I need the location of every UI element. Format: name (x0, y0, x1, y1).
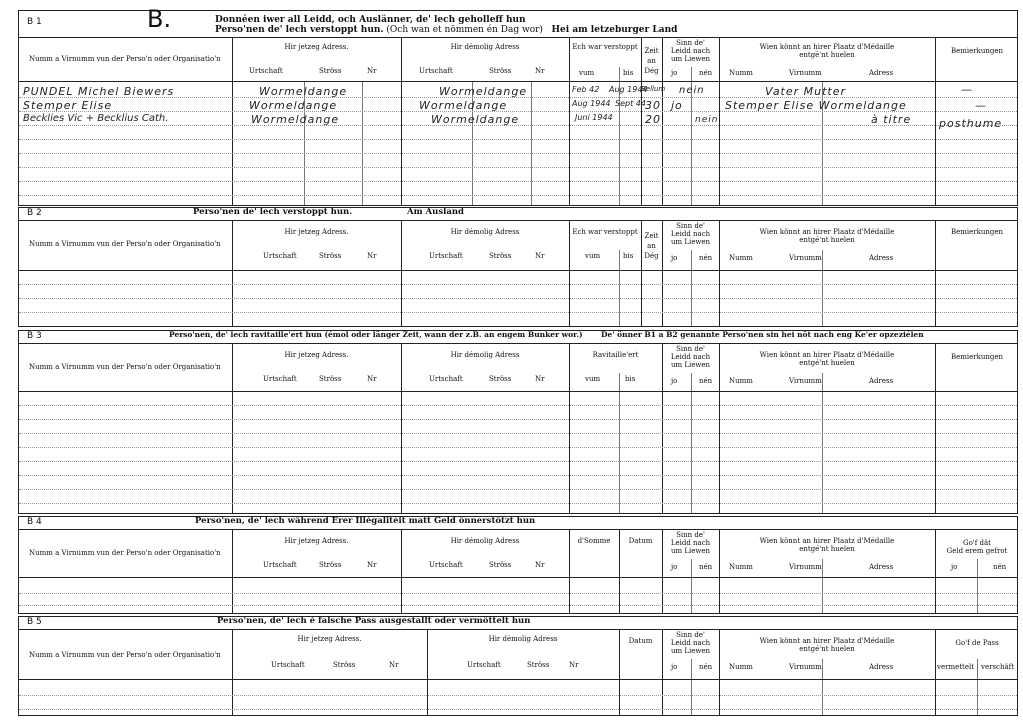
col-name: Numm (729, 563, 753, 571)
col-yes: jo (671, 663, 678, 671)
col-medal-2: entgé'nt huelen (799, 645, 855, 653)
col-person: Numm a Virnumm vun der Perso'n oder Organisatio'n (29, 55, 221, 63)
entry-2-current: Wormeldange (249, 99, 338, 112)
col-medal-1: Wien könnt an hirer Plaatz d'Médaille (759, 43, 895, 51)
col-locality-2: Urtschaft (429, 375, 463, 383)
col-alive-2: Leidd nach (670, 539, 711, 547)
col-yes: jo (671, 563, 678, 571)
entry-3-alive: nein (695, 115, 719, 125)
col-name: Numm (729, 663, 753, 671)
col-money-1: Go'f dät (962, 539, 991, 547)
entry-3-former: Wormeldange (431, 113, 520, 126)
col-yes: jo (671, 377, 678, 385)
entry-2-remark: — (975, 99, 987, 112)
subheading-part-b: (Och wan et nömmen én Dag wor) (386, 25, 543, 35)
col-days-3: Dég (644, 67, 659, 75)
entry-3-medal: à titre (871, 113, 912, 126)
col-days-1: Zeit (644, 47, 659, 55)
col-street: Ströss (333, 661, 356, 669)
col-sum: d'Somme (577, 537, 611, 545)
col-street: Ströss (319, 67, 342, 75)
col-no: nén (699, 377, 713, 385)
col-no: nén (699, 563, 713, 571)
col-nr-2: Nr (569, 661, 579, 669)
col-alive-2: Leidd nach (670, 47, 711, 55)
section-title: Perso'nen, de' lech é falsche Pass ausgestallt oder vermöttelt hun (217, 616, 531, 626)
entry-2-days: 30 (645, 99, 661, 112)
section-b3 (18, 330, 1018, 514)
col-current-address: Hir jetzeg Adress. (297, 635, 362, 643)
col-medal-2: entgé'nt huelen (799, 545, 855, 553)
col-alive-2: Leidd nach (670, 230, 711, 238)
col-medal-2: entgé'nt huelen (799, 51, 855, 59)
col-medal-1: Wien könnt an hirer Plaatz d'Médaille (759, 351, 895, 359)
col-person: Numm a Virnumm vun der Perso'n oder Organisatio'n (29, 549, 221, 557)
col-from: vum (585, 375, 601, 383)
col-to: bis (625, 375, 636, 383)
col-firstname: Virnumm (789, 254, 822, 262)
section-b2 (18, 207, 1018, 327)
entry-1-from: Feb 42 (572, 85, 600, 94)
col-street-2: Ströss (527, 661, 550, 669)
col-nr-2: Nr (535, 67, 545, 75)
col-alive-3: um Liewen (670, 647, 711, 655)
col-pass-sent: vermettelt (937, 663, 975, 671)
col-to: bis (623, 69, 634, 77)
col-locality: Urtschaft (263, 252, 297, 260)
col-alive-1: Sinn de' (676, 631, 705, 639)
col-current-address: Hir jetzeg Adress. (284, 228, 349, 236)
section-title: Perso'nen de' lech verstoppt hun. (193, 207, 353, 217)
col-locality-2: Urtschaft (419, 67, 453, 75)
entry-1-alive: nein (679, 85, 705, 96)
entry-2-from: Aug 1944 (572, 99, 611, 108)
col-alive-3: um Liewen (670, 238, 711, 246)
col-person: Numm a Virnumm vun der Perso'n oder Organisatio'n (29, 651, 221, 659)
section-code: B 3 (27, 331, 42, 341)
col-name: Numm (729, 377, 753, 385)
col-current-address: Hir jetzeg Adress. (284, 43, 349, 51)
section-b5 (18, 616, 1018, 716)
col-name: Numm (729, 254, 753, 262)
col-alive-2: Leidd nach (670, 639, 711, 647)
col-yes: jo (671, 254, 678, 262)
col-days-1: Zeit (644, 232, 659, 240)
col-person: Numm a Virnumm vun der Perso'n oder Organisatio'n (29, 240, 221, 248)
col-nr: Nr (367, 375, 377, 383)
entry-1-current: Wormeldange (259, 85, 348, 98)
section-b1 (18, 5, 1018, 206)
col-firstname: Virnumm (789, 377, 822, 385)
col-street-2: Ströss (489, 375, 512, 383)
col-former-address: Hir démolig Adress (450, 43, 520, 51)
col-nr-2: Nr (535, 375, 545, 383)
col-address: Adress (869, 254, 894, 262)
subheading-part-c: Hei am letzeburger Land (551, 25, 678, 35)
col-firstname: Virnumm (789, 69, 822, 77)
col-yes: jo (671, 69, 678, 77)
col-alive-3: um Liewen (670, 361, 711, 369)
col-street: Ströss (319, 561, 342, 569)
entry-1-to: Aug 1944 (609, 85, 648, 94)
col-locality: Urtschaft (249, 67, 283, 75)
subheading-part-a: Perso'nen de' lech verstoppt hun. (215, 25, 384, 35)
col-name: Numm (729, 69, 753, 77)
col-street: Ströss (319, 375, 342, 383)
col-date: Datum (628, 537, 653, 545)
col-firstname: Virnumm (789, 563, 822, 571)
entry-2-name: Stemper Elise (23, 99, 113, 112)
col-days-2: an (647, 57, 656, 65)
entry-3-days: 20 (645, 113, 661, 126)
col-pass-issued: verschäft (981, 663, 1015, 671)
col-former-address: Hir démolig Adress (450, 351, 520, 359)
col-alive-2: Leidd nach (670, 353, 711, 361)
col-firstname: Virnumm (789, 663, 822, 671)
col-former-address: Hir démolig Adress (450, 228, 520, 236)
col-locality: Urtschaft (263, 375, 297, 383)
section-code: B 1 (27, 17, 42, 27)
col-address: Adress (869, 377, 894, 385)
col-from: vum (579, 69, 595, 77)
col-medal-1: Wien könnt an hirer Plaatz d'Médaille (759, 637, 895, 645)
col-street: Ströss (319, 252, 342, 260)
col-person: Numm a Virnumm vun der Perso'n oder Organisatio'n (29, 363, 221, 371)
entry-3-current: Wormeldange (251, 113, 340, 126)
col-alive-1: Sinn de' (676, 222, 705, 230)
col-medal-1: Wien könnt an hirer Plaatz d'Médaille (759, 537, 895, 545)
col-locality-2: Urtschaft (429, 561, 463, 569)
entry-1-former: Wormeldange (439, 85, 528, 98)
col-locality: Urtschaft (263, 561, 297, 569)
col-locality-2: Urtschaft (467, 661, 501, 669)
entry-1-remark: — (961, 83, 973, 96)
section-title: Perso'nen, de' lech während Erer Illégalitéit matt Geld önnerstötzt hun (195, 516, 536, 526)
col-current-address: Hir jetzeg Adress. (284, 537, 349, 545)
col-nr: Nr (367, 561, 377, 569)
col-former-address: Hir démolig Adress (488, 635, 558, 643)
col-remarks: Bemierkungen (950, 353, 1004, 361)
col-no: nén (699, 254, 713, 262)
section-code: B 2 (27, 208, 42, 218)
entry-1-name: PUNDEL Michel Biewers (23, 85, 175, 98)
col-money-2: Geld erem gefrot (946, 547, 1008, 555)
col-street-2: Ströss (489, 252, 512, 260)
col-nr: Nr (367, 67, 377, 75)
section-note: De' önner B1 a B2 genannte Perso'nen sin hei nöt nach eng Ke'er opzeziélen (601, 330, 924, 339)
col-alive-1: Sinn de' (676, 345, 705, 353)
col-locality: Urtschaft (271, 661, 305, 669)
section-b4 (18, 516, 1018, 614)
col-nr: Nr (367, 252, 377, 260)
col-to: bis (623, 252, 634, 260)
col-pass: Go'f de Pass (955, 639, 999, 647)
col-locality-2: Urtschaft (429, 252, 463, 260)
col-address: Adress (869, 663, 894, 671)
col-date: Datum (628, 637, 653, 645)
col-days-2: an (647, 242, 656, 250)
col-street-2: Ströss (489, 67, 512, 75)
col-former-address: Hir démolig Adress (450, 537, 520, 545)
section-title: Perso'nen, de' lech ravitaille'ert hun (émol oder länger Zeit, wann der z.B. an engem Bunker wor.) (169, 330, 583, 339)
col-alive-1: Sinn de' (676, 39, 705, 47)
col-medal-1: Wien könnt an hirer Plaatz d'Médaille (759, 228, 895, 236)
col-supplied: Ravitaille'ert (592, 351, 639, 359)
section-location: Am Ausland (407, 207, 464, 217)
section-code: B 5 (27, 617, 42, 627)
col-nr-2: Nr (535, 561, 545, 569)
entry-3-from: Juni 1944 (575, 113, 613, 122)
entry-1-days: Bellum (641, 85, 666, 93)
form-subheading (215, 25, 677, 35)
col-days-3: Dég (644, 252, 659, 260)
col-address: Adress (869, 69, 894, 77)
entry-2-medal: Stemper Elise Wormeldange (725, 99, 907, 112)
col-alive-1: Sinn de' (676, 531, 705, 539)
col-address: Adress (869, 563, 894, 571)
entry-3-remark: posthume (939, 117, 1003, 130)
col-alive-3: um Liewen (670, 547, 711, 555)
col-hidden: Ech war verstoppt (572, 228, 638, 236)
col-remarks: Bemierkungen (950, 47, 1004, 55)
entry-3-name: Becklies Vic + Becklius Cath. (23, 113, 169, 124)
col-nr: Nr (389, 661, 399, 669)
col-no: nén (699, 69, 713, 77)
entry-2-to: Sept 44 (615, 99, 646, 108)
col-street-2: Ströss (489, 561, 512, 569)
col-medal-2: entgé'nt huelen (799, 359, 855, 367)
col-hidden: Ech war verstoppt (572, 43, 638, 51)
col-money-no: nén (993, 563, 1007, 571)
col-remarks: Bemierkungen (950, 228, 1004, 236)
entry-2-alive: jo (671, 99, 683, 112)
entry-2-former: Wormeldange (419, 99, 508, 112)
section-code: B 4 (27, 517, 42, 527)
col-current-address: Hir jetzeg Adress. (284, 351, 349, 359)
col-no: nén (699, 663, 713, 671)
form-letter: B. (147, 5, 172, 33)
col-money-yes: jo (951, 563, 958, 571)
col-nr-2: Nr (535, 252, 545, 260)
col-medal-2: entgé'nt huelen (799, 236, 855, 244)
col-alive-3: um Liewen (670, 55, 711, 63)
entry-1-medal: Vater Mutter (765, 85, 847, 98)
form-heading: Donnéen iwer all Leidd, och Auslänner, de' lech geholleff hun (215, 15, 526, 25)
col-from: vum (585, 252, 601, 260)
